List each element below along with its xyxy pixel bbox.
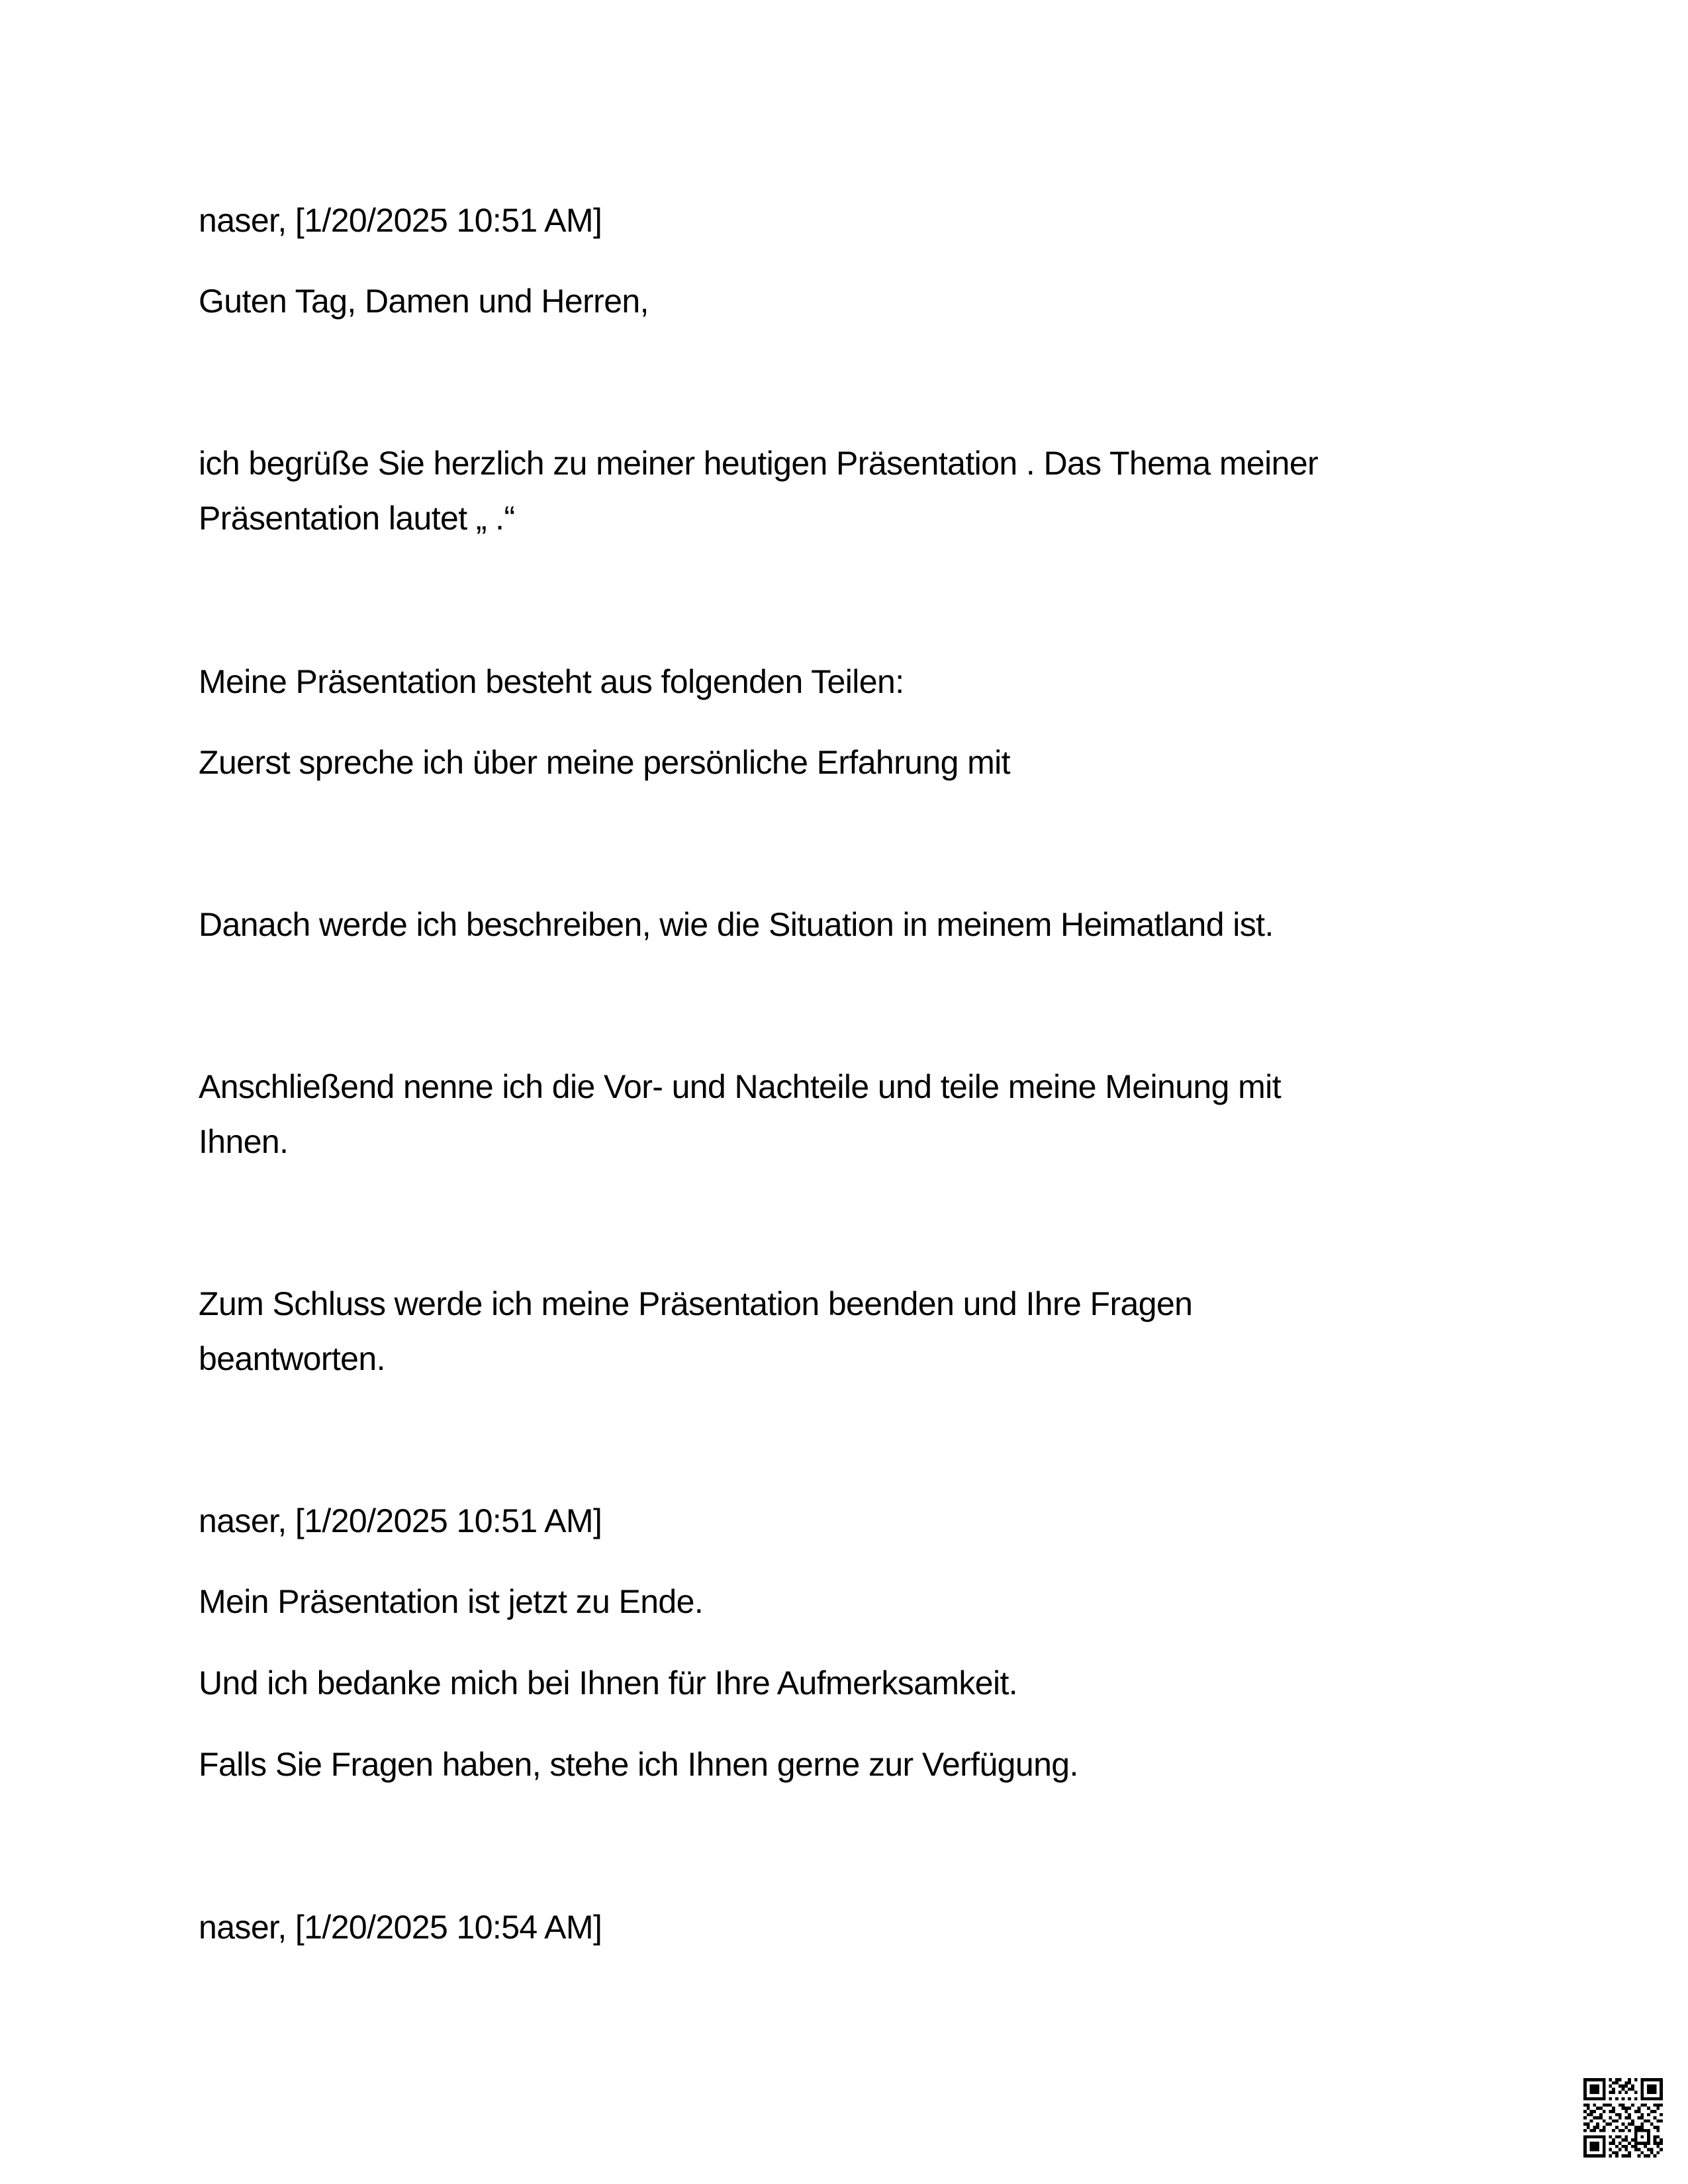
first-part-text: Zuerst spreche ich über meine persönliche Erfahrung mit [199,744,1010,781]
intro-text-continued: Präsentation lautet „ .“ [199,500,515,537]
qr-code-icon [1583,2078,1663,2158]
third-part-text-continued: Ihnen. [199,1123,289,1160]
message-header: naser, [1/20/2025 10:54 AM] [199,1909,602,1946]
message-header: naser, [1/20/2025 10:51 AM] [199,202,602,239]
second-part-text: Danach werde ich beschreiben, wie die Situation in meinem Heimatland ist. [199,906,1274,943]
structure-text: Meine Präsentation besteht aus folgenden Teilen: [199,663,904,700]
third-part-text: Anschließend nenne ich die Vor- und Nachteile und teile meine Meinung mit [199,1068,1281,1105]
final-part-text: Zum Schluss werde ich meine Präsentation beenden und Ihre Fragen [199,1285,1193,1322]
thanks-text: Und ich bedanke mich bei Ihnen für Ihre Aufmerksamkeit. [199,1664,1018,1702]
intro-text: ich begrüße Sie herzlich zu meiner heutigen Präsentation . Das Thema meiner [199,445,1319,482]
greeting-text: Guten Tag, Damen und Herren, [199,283,649,320]
final-part-text-continued: beantworten. [199,1340,385,1377]
questions-text: Falls Sie Fragen haben, stehe ich Ihnen gerne zur Verfügung. [199,1746,1078,1783]
closing-text: Mein Präsentation ist jetzt zu Ende. [199,1583,704,1620]
message-header: naser, [1/20/2025 10:51 AM] [199,1502,602,1539]
